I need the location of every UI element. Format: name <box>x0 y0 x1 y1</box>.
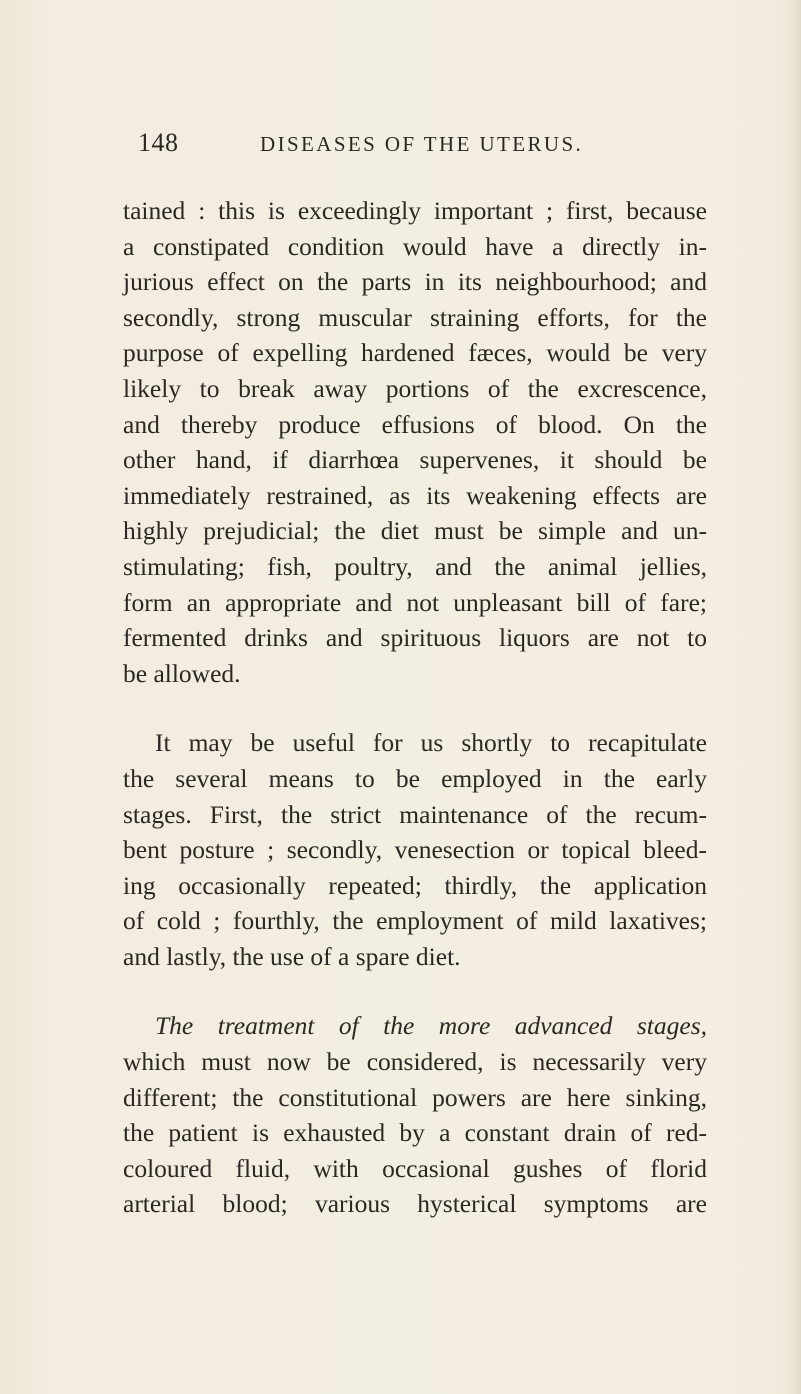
text-line: of cold ; fourthly, the employment of mild laxatives; <box>123 906 707 936</box>
text-line: and lastly, the use of a spare diet. <box>123 941 461 971</box>
paragraph-1 <box>123 193 707 691</box>
text-line: ing occasionally repeated; thirdly, the application <box>123 870 707 900</box>
text-line: highly prejudicial; the diet must be simple and un- <box>123 516 707 546</box>
text-line: form an appropriate and not unpleasant bill of fare; <box>123 587 707 617</box>
body-text <box>123 193 707 1222</box>
text-line: bent posture ; secondly, venesection or topical bleed- <box>123 835 707 865</box>
running-head: DISEASES OF THE UTERUS. <box>260 132 584 156</box>
text-line: likely to break away portions of the excrescence, <box>123 373 707 403</box>
italic-lead-line: The treatment of the more advanced stages, <box>155 1011 707 1041</box>
text-line: tained : this is exceedingly important ; first, because <box>123 196 707 225</box>
text-line: fermented drinks and spirituous liquors are not to <box>123 623 707 653</box>
paragraph-2 <box>123 725 707 974</box>
text-line: It may be useful for us shortly to recapitulate <box>155 728 707 758</box>
text-line: and thereby produce effusions of blood. On the <box>123 409 707 439</box>
text-line: a constipated condition would have a directly in- <box>123 231 707 261</box>
text-line: purpose of expelling hardened fæces, would be very <box>123 338 707 368</box>
text-line: secondly, strong muscular straining efforts, for the <box>123 302 707 332</box>
page-header <box>138 128 698 168</box>
text-line: immediately restrained, as its weakening effects are <box>123 480 707 510</box>
text-line: different; the constitutional powers are here sinking, <box>123 1082 707 1112</box>
text-line: arterial blood; various hysterical symptoms are <box>123 1189 707 1219</box>
paragraph-3 <box>123 1008 707 1222</box>
text-line: stimulating; fish, poultry, and the animal jellies, <box>123 551 707 581</box>
page-number: 148 <box>138 128 179 157</box>
text-line: be allowed. <box>123 658 241 688</box>
text-line: stages. First, the strict maintenance of the recum- <box>123 799 707 829</box>
text-line: which must now be considered, is necessarily very <box>123 1047 707 1077</box>
text-line: other hand, if diarrhœa supervenes, it should be <box>123 445 707 475</box>
text-line: the several means to be employed in the early <box>123 763 707 793</box>
page-edge-shadow <box>787 0 801 1394</box>
text-line: coloured fluid, with occasional gushes of florid <box>123 1153 707 1183</box>
text-line: the patient is exhausted by a constant drain of red- <box>123 1118 707 1148</box>
text-line: jurious effect on the parts in its neighbourhood; and <box>123 267 707 297</box>
